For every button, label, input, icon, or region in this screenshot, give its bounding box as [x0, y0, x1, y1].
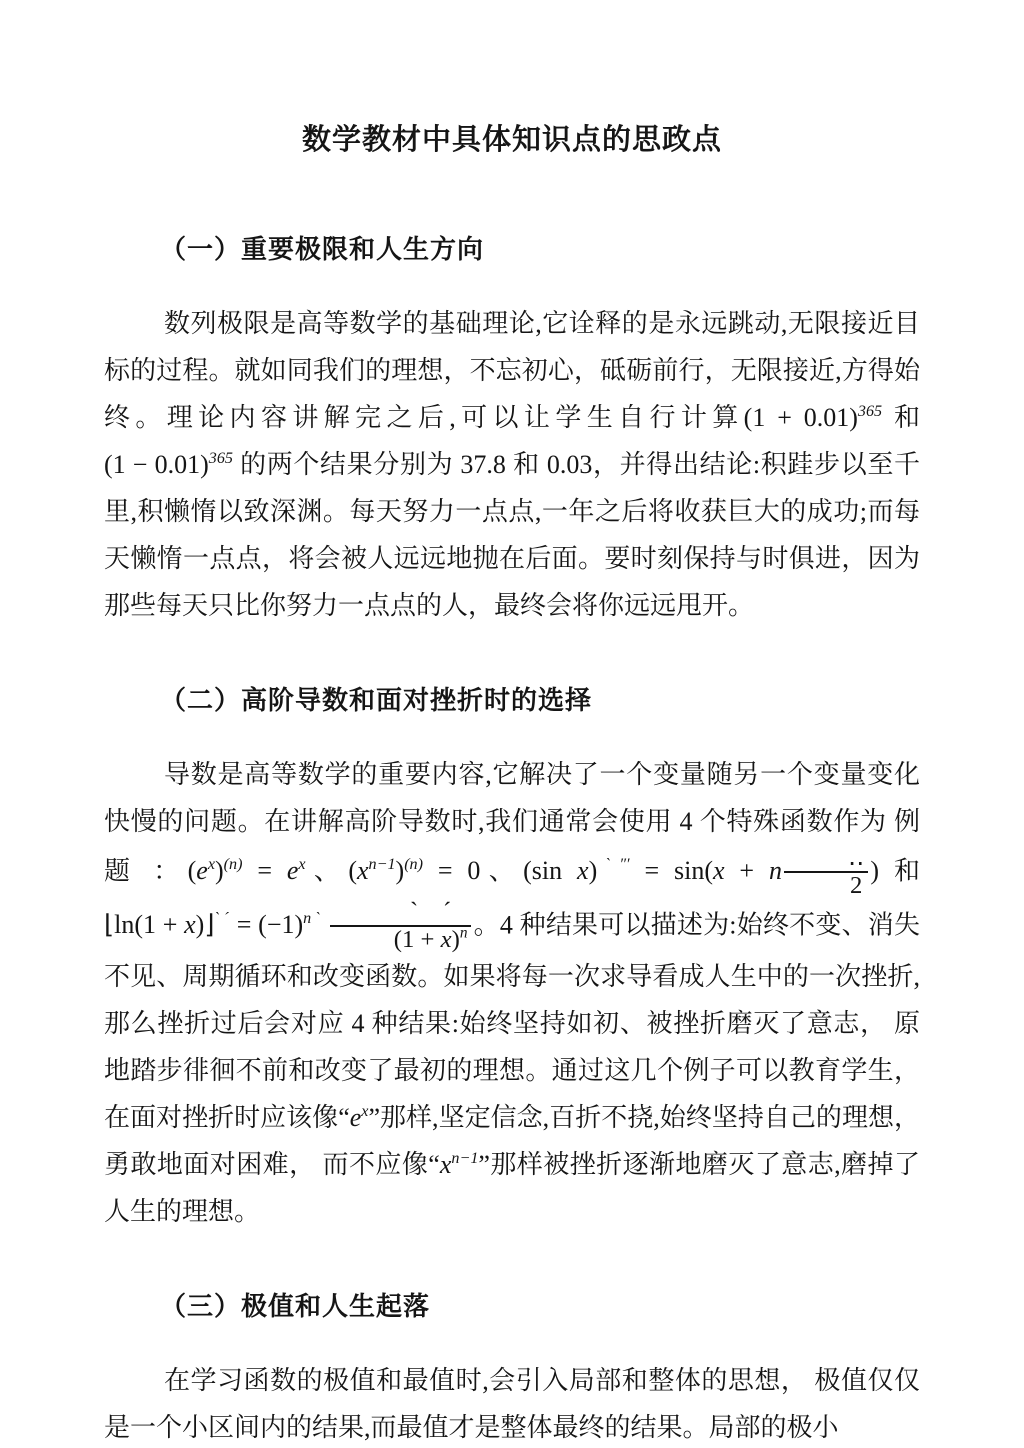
body-paragraph — [104, 751, 920, 1235]
body-paragraph — [104, 300, 920, 629]
math-variable: x — [439, 1149, 452, 1179]
fraction-denominator — [784, 873, 868, 899]
fraction-numerator — [784, 845, 868, 873]
text-run: 。4 种结果可以描述为:始终不变、消失不见、周期循环和改变函数。如果将每一次求导看成人生中的一次挫折,那么挫折过后会对应 4 种结果:始终坚持如初、被挫折磨灭了意志， 原地踏步徘徊不前和改变了最初的理想。通过这几个例子可以教育学生，在面对挫折时应该像“ — [104, 910, 920, 1132]
superscript: 365 — [208, 450, 233, 468]
math-variable: n — [768, 856, 782, 886]
text-run: 数列极限是高等数学的基础理论,它诠释的是永远跳动,无限接近目标的过程。就如同我们的理想，不忘初心，砥砺前行，无限接近,方得始终。理论内容讲解完之后,可以让学生自行计算 — [104, 309, 920, 432]
text-run: 和 — [882, 403, 920, 432]
inline-formula — [744, 403, 882, 432]
text-run: 在学习函数的极值和最值时,会引入局部和整体的思想， 极值仅仅是一个小区间内的结果,而最值才是整体最终的结果。局部的极小 — [104, 1365, 920, 1442]
text-run: (1 − 0.01) — [104, 450, 209, 479]
superscript: x — [207, 856, 215, 874]
text-run: )⌋ — [195, 910, 215, 940]
superscript: x — [361, 1102, 369, 1120]
text-run: ) — [451, 925, 460, 953]
text-run: 的两个结果分别为 37.8 和 0.03，并得出结论:积跬步以至千里,积懒惰以致深渊。每天努力一点点,一年之后将收获巨大的成功;而每天懒惰一点点，将会被人远远地抛在后面。要时刻保持与时俱进，因为那些每天只比你努力一点点的人，最终会将你远远甩开。 — [104, 450, 920, 620]
text-run: ˋ ˊ — [410, 897, 452, 925]
superscript: n ˋ — [303, 910, 322, 928]
text-run: + — [724, 856, 769, 886]
fraction — [330, 899, 472, 953]
text-run: ( — [187, 856, 197, 886]
fraction-denominator — [330, 924, 472, 953]
text-run: ) — [870, 856, 880, 886]
inline-formula — [104, 897, 473, 953]
math-variable: x — [356, 856, 369, 886]
text-run: (1 + 0.01) — [743, 403, 858, 432]
math-variable: e — [196, 856, 208, 886]
math-variable: e — [286, 856, 299, 886]
text-run: 、 — [480, 856, 524, 886]
superscript: ˋ″′ — [597, 856, 630, 874]
superscript: x — [298, 856, 306, 874]
text-run: (1 + — [393, 925, 441, 953]
text-run: 导数是高等数学的重要内容,它解决了一个变量随另一个变量变化快慢的问题。在讲解高阶导数时,我们通常会使用 4 个特殊函数作为 例 题 ： — [104, 760, 920, 886]
text-run: = — [242, 856, 287, 886]
text-run: ”那样,坚定信念,百折不挠,始终坚持自己的理想， 勇敢地面对困难， 而不应像“ — [104, 1102, 920, 1179]
text-run: (sin — [523, 856, 578, 886]
text-run: ) — [395, 856, 405, 886]
inline-formula — [188, 856, 306, 885]
superscript: n−1 — [451, 1149, 479, 1167]
superscript: n — [459, 924, 468, 942]
text-run: 和 — [879, 856, 920, 886]
inline-formula — [350, 1103, 369, 1132]
superscript: (n) — [223, 856, 243, 874]
math-variable: x — [577, 856, 589, 886]
superscript: (n) — [404, 856, 423, 874]
math-variable: x — [440, 925, 452, 953]
text-run: 、 — [305, 856, 349, 886]
superscript: ˋ ˊ — [214, 910, 231, 928]
text-run: ”那样被挫折逐渐地磨灭了意志,磨掉了人生的理想。 — [104, 1149, 920, 1226]
superscript: n−1 — [368, 856, 396, 874]
text-run: = sin( — [629, 856, 713, 886]
text-run: ) — [214, 856, 224, 886]
document-title: 数学教材中具体知识点的思政点 — [301, 124, 722, 156]
document-body — [104, 232, 920, 1448]
inline-formula — [523, 844, 880, 899]
text-run: 2 — [850, 871, 863, 899]
inline-formula — [104, 450, 233, 479]
body-paragraph — [104, 1357, 920, 1448]
text-run: ) — [588, 856, 598, 886]
inline-formula — [348, 856, 480, 885]
text-run: ( — [348, 856, 357, 886]
fraction — [784, 845, 868, 899]
fraction-numerator — [330, 899, 472, 927]
text-run — [321, 910, 328, 939]
section-heading: （三）极值和人生起落 — [160, 1290, 431, 1321]
text-run: ‥ — [847, 844, 865, 871]
math-variable: x — [712, 856, 725, 886]
text-run: = (−1) — [230, 910, 304, 940]
section-heading: （一）重要极限和人生方向 — [160, 234, 485, 264]
text-run: ⌊ln(1 + — [104, 910, 185, 940]
text-run: = 0 — [422, 856, 481, 886]
inline-formula — [440, 1150, 479, 1179]
math-variable: e — [349, 1102, 362, 1132]
superscript: 365 — [857, 403, 883, 421]
section-heading: （二）高阶导数和面对挫折时的选择 — [160, 685, 593, 715]
math-variable: x — [184, 910, 196, 940]
